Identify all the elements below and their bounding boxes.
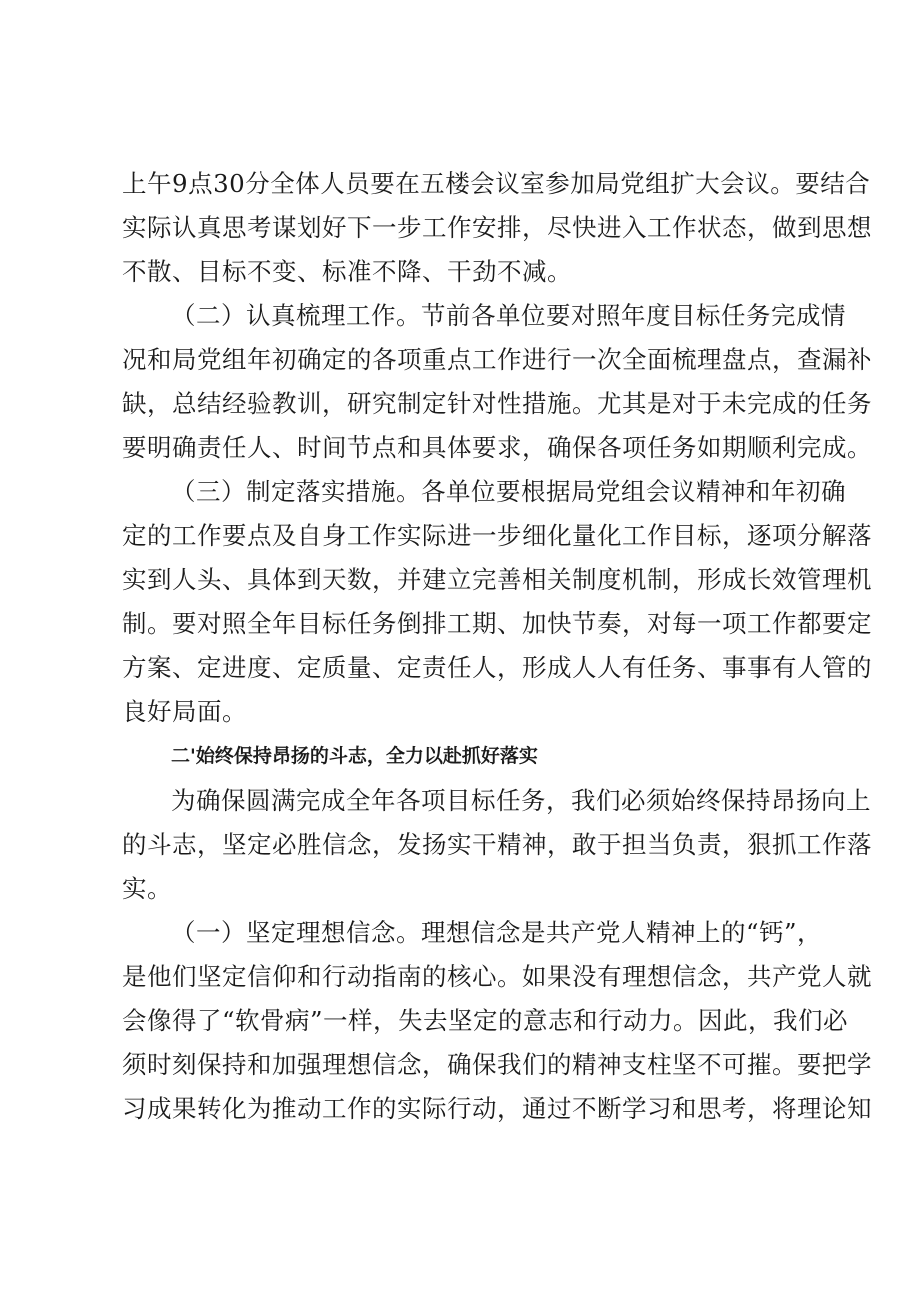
paragraph-line: 方案、定进度、定质量、定责任人，形成人人有任务、事事有人管的 [122, 653, 872, 682]
paragraph-line: 定的工作要点及自身工作实际进一步细化量化工作目标，逐项分解落 [122, 521, 872, 550]
paragraph-line: 会像得了“软骨病”一样，失去坚定的意志和行动力。因此，我们必 [122, 1006, 849, 1035]
paragraph-line: 实到人头、具体到天数，并建立完善相关制度机制，形成长效管理机 [122, 565, 872, 594]
paragraph-line: 不散、目标不变、标准不降、干劲不减。 [122, 257, 572, 286]
paragraph-line: 制。要对照全年目标任务倒排工期、加快节奏，对每一项工作都要定 [122, 609, 872, 638]
paragraph-line: 缺，总结经验教训，研究制定针对性措施。尤其是对于未完成的任务 [122, 389, 872, 418]
paragraph-line: （一）坚定理想信念。理想信念是共产党人精神上的“钙”， [171, 918, 823, 947]
paragraph-line: 习成果转化为推动工作的实际行动，通过不断学习和思考，将理论知 [122, 1094, 872, 1123]
paragraph-line: 为确保圆满完成全年各项目标任务，我们必须始终保持昂扬向上 [171, 786, 871, 815]
paragraph-line: 是他们坚定信仰和行动指南的核心。如果没有理想信念，共产党人就 [122, 962, 872, 991]
paragraph-line: 要明确责任人、时间节点和具体要求，确保各项任务如期顺利完成。 [122, 433, 872, 462]
paragraph-line: （二）认真梳理工作。节前各单位要对照年度目标任务完成情 [171, 301, 846, 330]
paragraph-line: 须时刻保持和加强理想信念，确保我们的精神支柱坚不可摧。要把学 [122, 1050, 872, 1079]
paragraph-line: 实。 [122, 874, 172, 903]
section-heading: 二'始终保持昂扬的斗志，全力以赴抓好落实 [171, 745, 538, 767]
paragraph-line: 况和局党组年初确定的各项重点工作进行一次全面梳理盘点，查漏补 [122, 345, 872, 374]
paragraph-line: 实际认真思考谋划好下一步工作安排，尽快进入工作状态，做到思想 [122, 213, 872, 242]
paragraph-line: 的斗志，坚定必胜信念，发扬实干精神，敢于担当负责，狠抓工作落 [122, 830, 872, 859]
paragraph-line: 上午9点30分全体人员要在五楼会议室参加局党组扩大会议。要结合 [122, 169, 871, 198]
paragraph-line: 良好局面。 [122, 697, 247, 726]
paragraph-line: （三）制定落实措施。各单位要根据局党组会议精神和年初确 [171, 477, 846, 506]
